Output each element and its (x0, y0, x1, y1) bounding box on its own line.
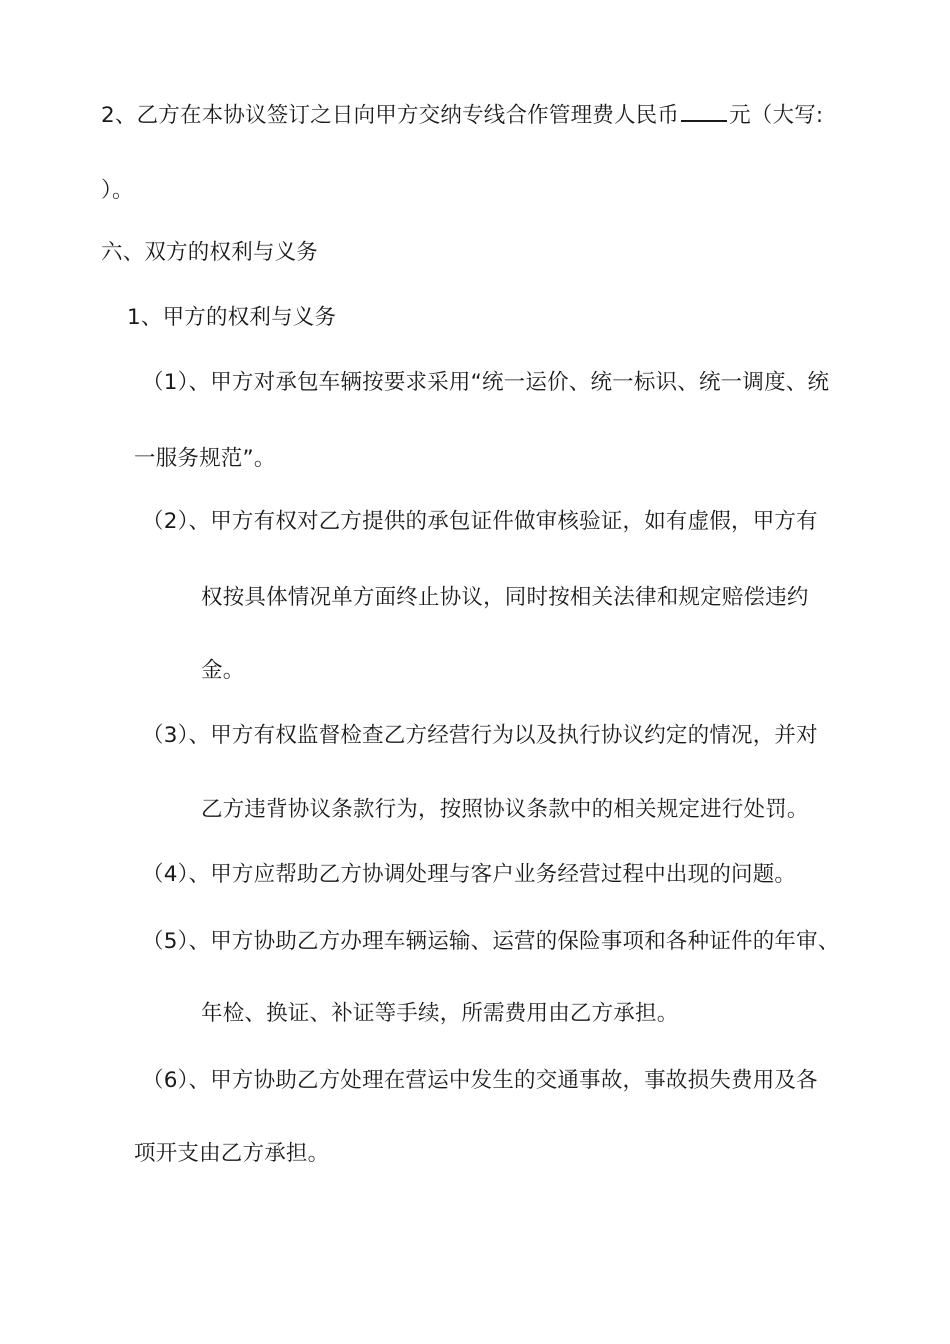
amount-blank (681, 100, 727, 122)
item-2-line-1: （2）、甲方有权对乙方提供的承包证件做审核验证，如有虚假，甲方有 (142, 509, 818, 534)
clause-2-line-1 (101, 100, 823, 131)
item-1-line-2: 一服务规范”。 (134, 446, 276, 471)
item-3-line-2: 乙方违背协议条款行为，按照协议条款中的相关规定进行处罚。 (201, 797, 809, 822)
item-1-line-1: （1）、甲方对承包车辆按要求采用“统一运价、统一标识、统一调度、统 (142, 370, 830, 395)
item-5-line-1: （5）、甲方协助乙方办理车辆运输、运营的保险事项和各种证件的年审、 (142, 929, 840, 954)
clause-2-text-after: 元（大写: (729, 103, 824, 128)
item-2-line-3: 金。 (201, 658, 245, 683)
subsection-1-heading: 1、甲方的权利与义务 (127, 305, 337, 330)
item-4-line-1: （4）、甲方应帮助乙方协调处理与客户业务经营过程中出现的问题。 (142, 862, 797, 887)
item-6-line-1: （6）、甲方协助乙方处理在营运中发生的交通事故，事故损失费用及各 (142, 1068, 818, 1093)
clause-2-text: 2、乙方在本协议签订之日向甲方交纳专线合作管理费人民币 (101, 103, 680, 128)
section-6-heading: 六、双方的权利与义务 (101, 240, 319, 265)
item-3-line-1: （3）、甲方有权监督检查乙方经营行为以及执行协议约定的情况，并对 (142, 723, 818, 748)
item-5-line-2: 年检、换证、补证等手续，所需费用由乙方承担。 (201, 1001, 679, 1026)
item-2-line-2: 权按具体情况单方面终止协议，同时按相关法律和规定赔偿违约 (201, 585, 809, 610)
clause-2-line-2: ）。 (101, 178, 134, 203)
item-6-line-2: 项开支由乙方承担。 (134, 1141, 330, 1166)
